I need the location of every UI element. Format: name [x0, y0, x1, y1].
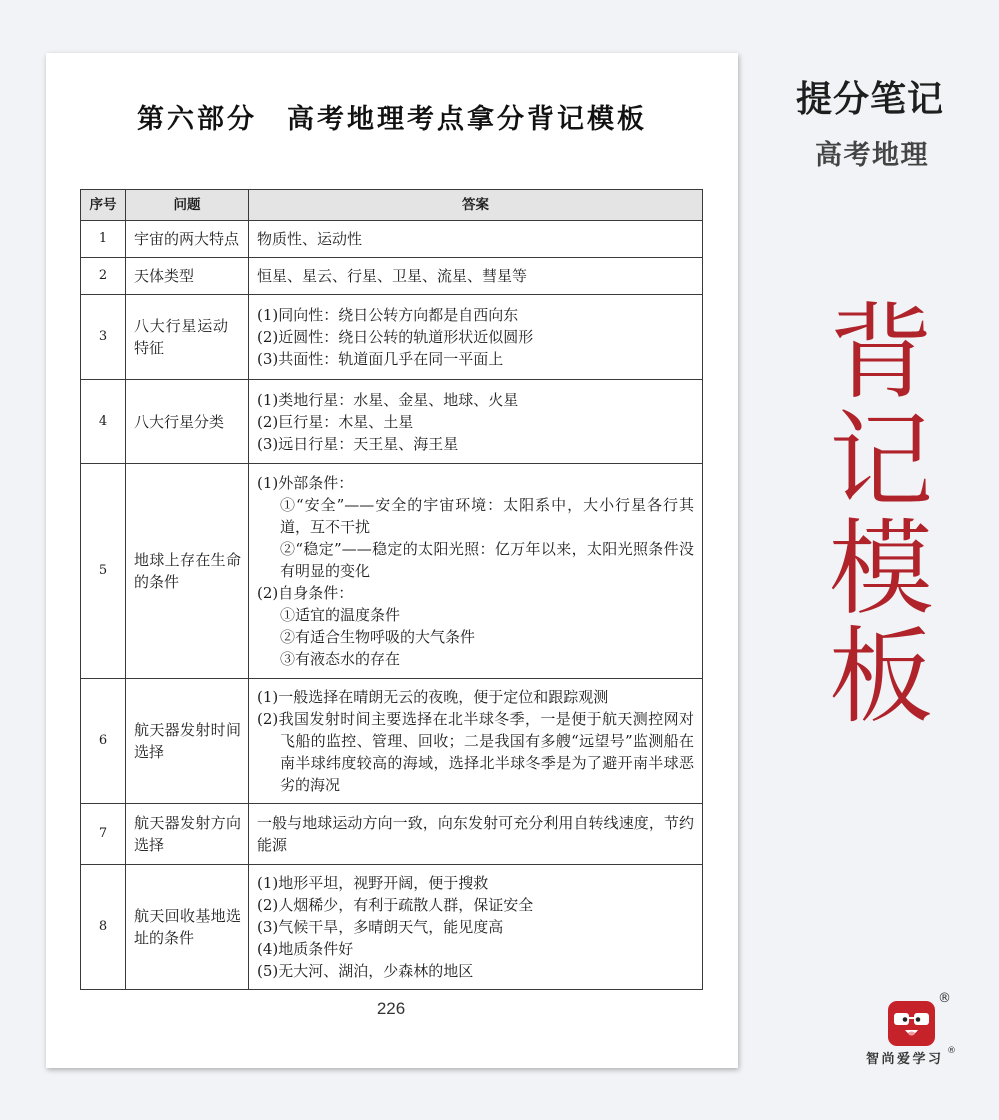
- table-row: [81, 865, 703, 990]
- question-cell: 航天器发射时间选择: [126, 679, 249, 804]
- question-cell: 航天回收基地选址的条件: [126, 865, 249, 990]
- row-number: 7: [81, 804, 126, 865]
- row-number: 2: [81, 258, 126, 295]
- answer-item: (5)无大河、湖泊，少森林的地区: [257, 962, 474, 980]
- table-row: [81, 679, 703, 804]
- brand-title: 提分笔记: [796, 79, 945, 120]
- row-number: 6: [81, 679, 126, 804]
- row-number: 4: [81, 380, 126, 464]
- table-row: [81, 221, 703, 258]
- document-page: [46, 53, 738, 1068]
- answer-item: (1)类地行星：水星、金星、地球、火星: [257, 390, 519, 409]
- logo-graphic: [888, 1001, 935, 1046]
- answer-item: (3)气候干旱，多晴朗天气，能见度高: [257, 918, 504, 936]
- answer-line: 一般与地球运动方向一致，向东发射可充分利用自转线速度，节约能源: [257, 814, 694, 854]
- answer-cell: [249, 221, 703, 258]
- table-row: [81, 380, 703, 464]
- column-header-answer: 答案: [249, 190, 703, 221]
- answer-item: (2)近圆性：绕日公转的轨道形状近似圆形: [257, 328, 534, 346]
- answer-cell: [249, 679, 703, 804]
- answer-cell: [249, 464, 703, 679]
- answer-subitem: ①“安全”——安全的宇宙环境：太阳系中，大小行星各行其道，互不干扰: [280, 496, 694, 536]
- question-cell: 八大行星运动特征: [126, 295, 249, 380]
- answer-cell: [249, 258, 703, 295]
- answer-item: (3)远日行星：天王星、海王星: [257, 434, 459, 453]
- row-number: 8: [81, 865, 126, 990]
- answer-subitem: ③有液态水的存在: [280, 650, 401, 668]
- row-number: 5: [81, 464, 126, 679]
- question-cell: 航天器发射方向选择: [126, 804, 249, 865]
- row-number: 3: [81, 295, 126, 380]
- table-row: [81, 804, 703, 865]
- answer-item: (1)外部条件：: [257, 474, 354, 492]
- table-header-row: [81, 190, 703, 221]
- answer-item: (1)同向性：绕日公转方向都是自西向东: [257, 306, 519, 324]
- table-row: [81, 295, 703, 380]
- table-area: [80, 189, 702, 1019]
- answer-line: 恒星、星云、行星、卫星、流星、彗星等: [257, 267, 528, 285]
- column-header-no: 序号: [81, 190, 126, 221]
- answer-item: (3)共面性：轨道面几乎在同一平面上: [257, 350, 504, 368]
- registered-mark: ®: [938, 991, 951, 1006]
- answer-cell: [249, 380, 703, 464]
- table-row: [81, 464, 703, 679]
- title-text: 高考地理考点拿分背记模板: [287, 104, 647, 135]
- answer-item: (2)我国发射时间主要选择在北半球冬季，一是便于航天测控网对飞船的监控、管理、回收；二是我国有多艘“远望号”监测船在南半球纬度较高的海域，选择北半球冬季是为了避开南半球恶劣的海况: [257, 710, 694, 794]
- answer-line: 物质性、运动性: [257, 230, 363, 248]
- answer-cell: [249, 804, 703, 865]
- column-header-question: 问题: [126, 190, 249, 221]
- answer-item: (2)人烟稀少，有利于疏散人群，保证安全: [257, 896, 534, 914]
- answer-subitem: ②有适合生物呼吸的大气条件: [280, 628, 476, 646]
- question-cell: 宇宙的两大特点: [126, 221, 249, 258]
- answer-item: (2)巨行星：木星、土星: [257, 412, 414, 431]
- registered-mark: ®: [947, 1046, 956, 1056]
- page-number: 226: [376, 999, 406, 1018]
- answer-item: (4)地质条件好: [257, 940, 354, 958]
- table-row: [81, 258, 703, 295]
- part-label: 第六部分: [137, 104, 257, 135]
- answer-item: (2)自身条件：: [257, 584, 354, 602]
- question-cell: 八大行星分类: [126, 380, 249, 464]
- answer-subitem: ②“稳定”——稳定的太阳光照：亿万年以来，太阳光照条件没有明显的变化: [280, 540, 694, 580]
- page-title: [46, 102, 738, 138]
- subject-label: 高考地理: [815, 140, 929, 171]
- notes-table: [80, 189, 703, 990]
- answer-cell: [249, 865, 703, 990]
- question-cell: 地球上存在生命的条件: [126, 464, 249, 679]
- vertical-label: 背记模板: [811, 297, 933, 729]
- question-cell: 天体类型: [126, 258, 249, 295]
- answer-item: (1)一般选择在晴朗无云的夜晚，便于定位和跟踪观测: [257, 688, 609, 706]
- answer-subitem: ①适宜的温度条件: [280, 606, 401, 624]
- answer-item: (1)地形平坦，视野开阔，便于搜救: [257, 874, 489, 892]
- answer-cell: [249, 295, 703, 380]
- glasses-face-icon: [888, 1001, 935, 1046]
- row-number: 1: [81, 221, 126, 258]
- logo-text: 智尚爱学习: [866, 1052, 944, 1067]
